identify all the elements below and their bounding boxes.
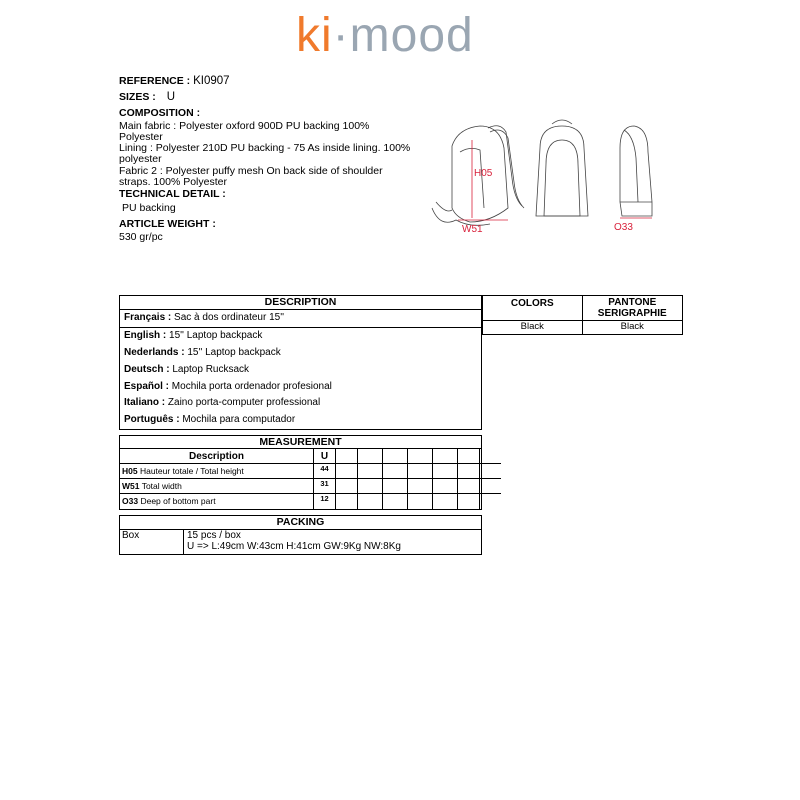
packing-table	[119, 515, 482, 555]
empty-cell	[358, 464, 383, 479]
measurement-row-label	[120, 494, 314, 509]
empty-cell	[383, 464, 408, 479]
description-language: Italiano :	[124, 397, 166, 409]
empty-cell	[458, 464, 480, 479]
sizes-label: SIZES :	[119, 91, 156, 103]
description-text: 15'' Laptop backpack	[169, 329, 263, 341]
description-language: Português :	[124, 414, 180, 426]
backpack-side-right-shape	[620, 126, 652, 216]
measurement-value: 44	[314, 464, 336, 479]
description-row	[120, 362, 481, 379]
empty-cell	[458, 494, 480, 509]
description-language: Deutsch :	[124, 363, 170, 375]
empty-cell	[408, 494, 433, 509]
empty-cell	[458, 479, 480, 494]
empty-cell	[458, 449, 480, 464]
description-text: Mochila para computador	[182, 414, 296, 426]
reference-value: KI0907	[193, 75, 230, 87]
empty-cell	[433, 494, 458, 509]
composition-line: Main fabric : Polyester oxford 900D PU backing 100%	[119, 120, 370, 132]
description-language: Nederlands :	[124, 346, 185, 358]
measurement-code: W51	[122, 481, 140, 491]
technical-value: PU backing	[122, 202, 176, 214]
empty-cell	[433, 479, 458, 494]
empty-cell	[480, 479, 501, 494]
packing-details	[184, 530, 481, 554]
packing-title: PACKING	[120, 516, 481, 530]
description-text: Laptop Rucksack	[172, 363, 250, 375]
description-table	[119, 295, 482, 430]
description-text: 15'' Laptop backpack	[187, 346, 281, 358]
composition-line: polyester	[119, 153, 162, 165]
color-value: Black	[483, 321, 583, 334]
measurement-label: Hauteur totale / Total height	[139, 466, 244, 476]
measurement-label: Total width	[141, 481, 182, 491]
description-row	[120, 379, 481, 396]
logo-mood: mood	[349, 9, 474, 62]
height-dimension-label: H05	[474, 168, 493, 179]
brand-logo	[296, 6, 474, 66]
measurement-row-label	[120, 479, 314, 494]
empty-cell	[336, 464, 358, 479]
empty-cell	[336, 449, 358, 464]
backpack-front-shape	[536, 126, 588, 216]
measurement-title: MEASUREMENT	[120, 436, 481, 449]
measurement-size-header: U	[314, 449, 336, 464]
composition-line: straps. 100% Polyester	[119, 176, 227, 188]
description-row	[120, 412, 481, 429]
logo-ki: ki	[296, 9, 333, 62]
measurement-code: O33	[122, 496, 139, 506]
empty-cell	[383, 494, 408, 509]
packing-line1: 15 pcs / box	[187, 530, 241, 541]
empty-cell	[383, 479, 408, 494]
empty-cell	[408, 479, 433, 494]
empty-cell	[480, 464, 501, 479]
description-title: DESCRIPTION	[120, 296, 481, 310]
composition-line: Fabric 2 : Polyester puffy mesh On back side of shoulder	[119, 165, 383, 177]
packing-line2: U => L:49cm W:43cm H:41cm GW:9Kg NW:8Kg	[187, 541, 401, 552]
empty-cell	[408, 449, 433, 464]
description-text: Mochila porta ordenador profesional	[171, 380, 332, 392]
measurement-value: 31	[314, 479, 336, 494]
empty-cell	[408, 464, 433, 479]
description-language: Français :	[124, 312, 172, 323]
composition-line: Lining : Polyester 210D PU backing - 75 As inside lining. 100%	[119, 142, 411, 154]
empty-cell	[433, 464, 458, 479]
measurement-code: H05	[122, 466, 138, 476]
colors-header: COLORS	[483, 296, 583, 320]
description-row	[120, 310, 481, 328]
description-row	[120, 328, 481, 345]
pantone-value: Black	[620, 321, 644, 332]
empty-cell	[336, 479, 358, 494]
colors-table	[482, 295, 683, 335]
empty-cell	[480, 494, 501, 509]
empty-cell	[336, 494, 358, 509]
weight-label: ARTICLE WEIGHT :	[119, 218, 216, 230]
pantone-header	[583, 296, 683, 320]
width-dimension-label: W51	[462, 224, 483, 235]
empty-cell	[358, 479, 383, 494]
description-row	[120, 395, 481, 412]
empty-cell	[433, 449, 458, 464]
measurement-table	[119, 435, 482, 510]
measurement-row-label	[120, 464, 314, 479]
description-text: Sac à dos ordinateur 15''	[174, 312, 285, 323]
empty-cell	[480, 449, 501, 464]
reference-label: REFERENCE :	[119, 75, 191, 87]
measurement-value: 12	[314, 494, 336, 509]
measurement-description-header: Description	[120, 449, 314, 464]
backpack-sketch	[430, 118, 670, 238]
composition-label: COMPOSITION :	[119, 107, 201, 119]
empty-cell	[358, 494, 383, 509]
description-language: Español :	[124, 380, 170, 392]
weight-value: 530 gr/pc	[119, 231, 163, 243]
logo-dot: ·	[332, 9, 350, 62]
description-text: Zaino porta-computer professional	[167, 397, 321, 409]
description-language: English :	[124, 329, 167, 341]
sizes-value: U	[166, 91, 175, 103]
measurement-label: Deep of bottom part	[140, 496, 216, 506]
pantone-header-line1: PANTONE	[608, 297, 657, 308]
empty-cell	[383, 449, 408, 464]
description-row	[120, 345, 481, 362]
technical-label: TECHNICAL DETAIL :	[119, 188, 226, 200]
packing-type: Box	[120, 530, 184, 554]
empty-cell	[358, 449, 383, 464]
composition-line: Polyester	[119, 131, 163, 143]
pantone-header-line2: SERIGRAPHIE	[597, 307, 667, 319]
depth-dimension-label: O33	[614, 222, 633, 233]
